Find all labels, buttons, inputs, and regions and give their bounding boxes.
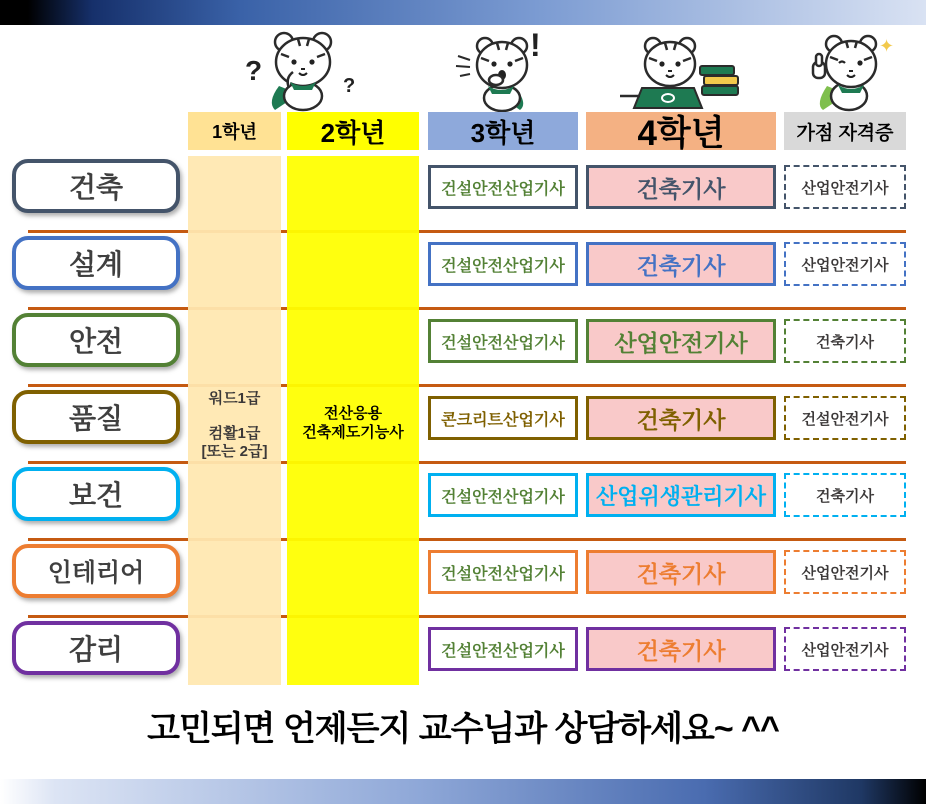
row-label-quality: 품질 [12,390,180,444]
footer-message: 고민되면 언제든지 교수님과 상담하세요~ ^^ [147,710,779,748]
bonus-cert-box: 산업안전기사 [784,627,906,671]
bonus-cert-box: 산업안전기사 [784,550,906,594]
sparkle-icon: ✦ [879,36,895,56]
grade4-cert-box: 건축기사 [586,396,776,440]
grade3-cert-box: 건설안전산업기사 [428,473,578,517]
grade3-cert-box: 건설안전산업기사 [428,165,578,209]
header-grade2: 2학년 [287,112,419,150]
grade3-cert-box: 건설안전산업기사 [428,627,578,671]
grade4-cert-box: 건축기사 [586,165,776,209]
question-mark-icon: ? [343,75,356,97]
track-row-quality [0,389,926,466]
row-divider [28,230,906,233]
header-bonus-certs: 가점 자격증 [784,112,906,150]
row-divider [28,615,906,618]
grade2-certs-text [287,404,419,442]
row-divider [28,384,906,387]
bottom-gradient-bar [0,779,926,804]
row-label-safety: 안전 [12,313,180,367]
grade4-cert-box: 건축기사 [586,627,776,671]
header-grade4: 4학년 [586,112,776,150]
track-row-design [0,235,926,312]
bonus-cert-box: 산업안전기사 [784,165,906,209]
grade3-cert-box: 건설안전산업기사 [428,319,578,363]
row-divider [28,307,906,310]
bonus-cert-box: 산업안전기사 [784,242,906,286]
row-divider [28,538,906,541]
bonus-cert-box: 건축기사 [784,319,906,363]
row-label-architecture: 건축 [12,159,180,213]
tiger-thumbs-up-icon [793,28,899,112]
grade3-cert-box: 콘크리트산업기사 [428,396,578,440]
tiger-thinking-icon [243,26,359,112]
track-row-health [0,466,926,543]
grade4-cert-box: 건축기사 [586,242,776,286]
grade3-cert-box: 건설안전산업기사 [428,242,578,286]
row-label-health: 보건 [12,467,180,521]
row-label-supervision: 감리 [12,621,180,675]
grade1-cert-alt: [또는 2급] [201,443,268,460]
grade1-cert-word: 워드1급 [208,390,261,407]
header-grade3: 3학년 [428,112,578,150]
grade2-cert-line2: 건축제도기능사 [302,424,404,441]
row-divider [28,461,906,464]
grade2-cert-line1: 전산응용 [324,405,382,422]
top-gradient-bar [0,0,926,25]
tiger-studying-icon [608,36,746,112]
question-mark-icon: ? [245,55,263,86]
bonus-cert-box: 건설안전기사 [784,396,906,440]
row-label-design: 설계 [12,236,180,290]
row-label-interior: 인테리어 [12,544,180,598]
grade1-cert-computer: 컴활1급 [208,425,261,442]
track-row-architecture [0,158,926,235]
exclamation-mark-icon: ! [530,30,541,63]
grade3-cert-box: 건설안전산업기사 [428,550,578,594]
track-row-supervision [0,620,926,697]
header-grade1: 1학년 [188,112,281,150]
bonus-cert-box: 건축기사 [784,473,906,517]
grade4-cert-box: 건축기사 [586,550,776,594]
track-row-interior [0,543,926,620]
grade4-cert-box: 산업안전기사 [586,319,776,363]
grade4-cert-box: 산업위생관리기사 [586,473,776,517]
track-row-safety [0,312,926,389]
grade1-certs-text [188,390,281,461]
tiger-surprised-icon [452,30,554,112]
